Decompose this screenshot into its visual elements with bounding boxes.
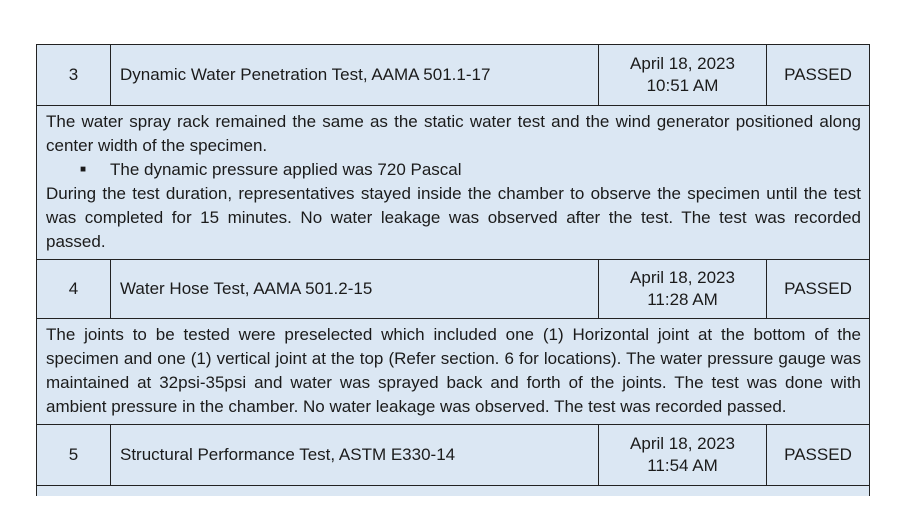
test-status: PASSED xyxy=(784,279,852,298)
truncated-description xyxy=(37,486,869,496)
test-time: 11:28 AM xyxy=(647,290,718,309)
bullet-text: The dynamic pressure applied was 720 Pascal xyxy=(110,160,462,179)
test-time: 10:51 AM xyxy=(646,76,719,95)
test-datetime xyxy=(599,260,767,318)
test-datetime xyxy=(599,425,767,485)
test-date: April 18, 2023 xyxy=(630,54,735,73)
test-number: 5 xyxy=(37,425,111,485)
test-description xyxy=(37,319,869,425)
test-time: 11:54 AM xyxy=(647,456,718,475)
description-paragraph: The water spray rack remained the same as the static water test and the wind generator positioned along center width of the specimen. xyxy=(46,112,861,155)
test-date: April 18, 2023 xyxy=(630,268,735,287)
test-number: 3 xyxy=(37,45,111,105)
test-name: Water Hose Test, AAMA 501.2-15 xyxy=(111,260,599,318)
test-name: Structural Performance Test, ASTM E330-14 xyxy=(111,425,599,485)
description-paragraph: The joints to be tested were preselected which included one (1) Horizontal joint at the bottom of the specimen and one (1) vertical joint at the top (Refer section. 6 for locations). The water pressure gauge was maintained at 32psi-35psi and water was sprayed back and forth of the joints. The test was done with ambient pressure in the chamber. No water leakage was observed. The test was recorded passed. xyxy=(46,325,861,416)
table-row xyxy=(37,45,869,106)
test-name: Dynamic Water Penetration Test, AAMA 501.1-17 xyxy=(111,45,599,105)
bullet-item xyxy=(46,158,861,182)
test-results-table xyxy=(36,44,870,496)
test-date: April 18, 2023 xyxy=(630,434,735,453)
table-row xyxy=(37,260,869,319)
test-status: PASSED xyxy=(784,65,852,84)
table-row xyxy=(37,425,869,486)
test-datetime xyxy=(599,45,767,105)
test-status: PASSED xyxy=(784,445,852,464)
test-number: 4 xyxy=(37,260,111,318)
test-description xyxy=(37,106,869,260)
square-bullet-icon: ■ xyxy=(80,164,87,175)
description-paragraph: During the test duration, representatives stayed inside the chamber to observe the specimen until the test was completed for 15 minutes. No water leakage was observed after the test. The test was recorded passed. xyxy=(46,184,861,251)
